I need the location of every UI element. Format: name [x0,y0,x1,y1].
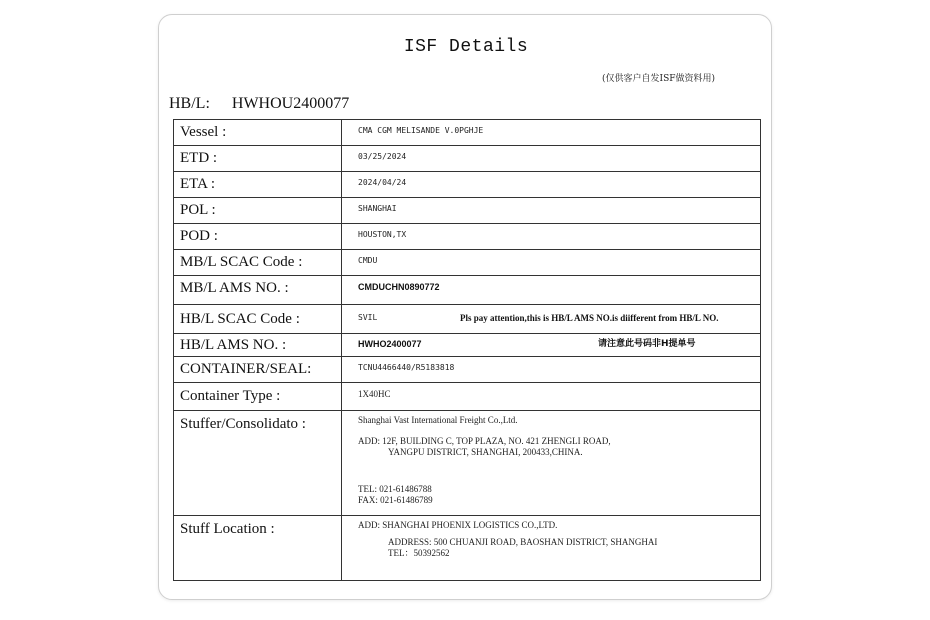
label-mbl-scac: MB/L SCAC Code : [174,250,342,275]
row-eta [174,172,760,198]
value-container-type: 1X40HC [358,389,391,399]
row-container-seal [174,357,760,383]
stuff-location-address: ADDRESS: 500 CHUANJI ROAD, BAOSHAN DISTRICT, SHANGHAI [388,537,658,547]
label-pod: POD : [174,224,342,249]
value-hbl-scac: SVIL [358,313,378,322]
row-mbl-ams [174,276,760,305]
stuffer-fax: 021-61486789 [380,495,433,505]
stuff-location-tel: TEL：50392562 [388,548,450,558]
value-vessel: CMA CGM MELISANDE V.0PGHJE [358,126,484,135]
value-hbl-ams-cell [342,334,760,356]
stuffer-address-line1 [358,436,760,447]
document-title: ISF Details [403,37,529,57]
row-hbl-ams [174,334,760,357]
hbl-header [169,95,349,113]
stuff-location-company: SHANGHAI PHOENIX LOGISTICS CO.,LTD. [382,520,558,530]
row-pol [174,198,760,224]
value-mbl-scac: CMDU [358,256,378,265]
hbl-ams-chinese-note: 请注意此号码非H提单号 [598,339,696,349]
label-stuff-location: Stuff Location : [174,516,342,580]
stuffer-tel-line [358,484,760,495]
document-note: (仅供客户自发ISF做资料用) [602,74,715,84]
row-stuffer [174,411,760,516]
value-hbl-ams: HWHO2400077 [358,339,422,349]
value-stuff-location-block [342,516,760,580]
label-etd: ETD : [174,146,342,171]
stuffer-address-2: YANGPU DISTRICT, SHANGHAI, 200433,CHINA. [388,447,583,457]
stuffer-fax-label: FAX: [358,495,378,505]
label-container-type: Container Type : [174,383,342,410]
value-eta: 2024/04/24 [358,178,407,187]
hbl-ams-attention-note: Pls pay attention,this is HB/L AMS NO.is diifferent from HB/L NO. [460,313,719,323]
value-hbl-scac-cell [342,305,760,333]
value-mbl-ams: CMDUCHN0890772 [358,282,440,292]
row-container-type [174,383,760,411]
label-hbl-scac: HB/L SCAC Code : [174,305,342,333]
stuffer-add-label: ADD: [358,436,380,446]
label-container-seal: CONTAINER/SEAL: [174,357,342,382]
stuffer-company: Shanghai Vast International Freight Co.,Ltd. [358,415,518,425]
stuff-location-add-label: ADD: [358,520,380,530]
label-vessel: Vessel : [174,120,342,145]
label-hbl-ams: HB/L AMS NO. : [174,334,342,356]
row-pod [174,224,760,250]
isf-details-table [173,119,761,581]
stuffer-tel: 021-61486788 [379,484,432,494]
value-pod: HOUSTON,TX [358,230,407,239]
stuffer-fax-line [358,495,760,506]
value-etd: 03/25/2024 [358,152,407,161]
stuffer-address-1: 12F, BUILDING C, TOP PLAZA, NO. 421 ZHENGLI ROAD, [382,436,611,446]
value-stuffer-block [342,411,760,515]
row-hbl-scac [174,305,760,334]
stuffer-tel-label: TEL: [358,484,377,494]
label-stuffer: Stuffer/Consolidato : [174,411,342,515]
row-mbl-scac [174,250,760,276]
value-pol: SHANGHAI [358,204,397,213]
stuff-location-company-line [358,520,760,531]
value-container-seal: TCNU4466440/R5183818 [358,363,455,372]
row-etd [174,146,760,172]
label-eta: ETA : [174,172,342,197]
hbl-value: HWHOU2400077 [231,95,350,112]
isf-document-card [158,14,772,600]
label-pol: POL : [174,198,342,223]
hbl-label: HB/L: [169,95,210,112]
row-vessel [174,120,760,146]
label-mbl-ams: MB/L AMS NO. : [174,276,342,304]
row-stuff-location [174,516,760,581]
